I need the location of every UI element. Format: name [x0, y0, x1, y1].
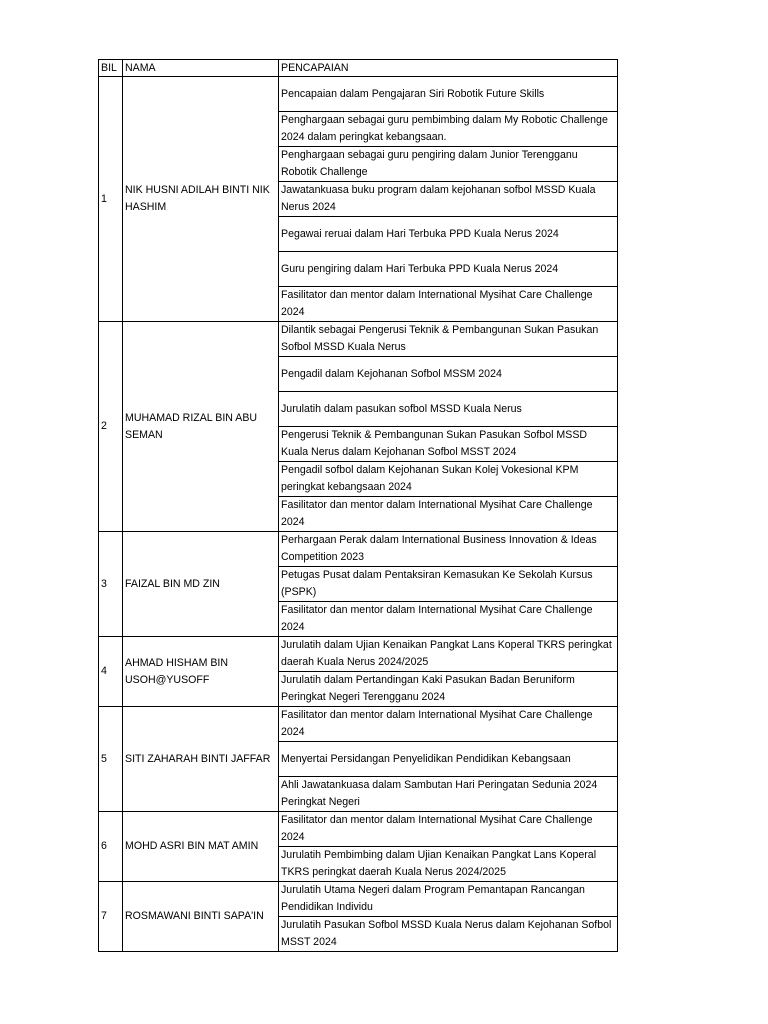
nama-cell: NIK HUSNI ADILAH BINTI NIK HASHIM [123, 77, 279, 322]
header-row [99, 60, 618, 77]
pencapaian-cell: Dilantik sebagai Pengerusi Teknik & Pembangunan Sukan Pasukan Sofbol MSSD Kuala Nerus [279, 322, 618, 357]
bil-cell: 3 [99, 532, 123, 637]
header-pencapaian: PENCAPAIAN [279, 60, 618, 77]
table-row [99, 882, 618, 917]
pencapaian-cell: Fasilitator dan mentor dalam International Mysihat Care Challenge 2024 [279, 812, 618, 847]
pencapaian-cell: Jurulatih Pasukan Sofbol MSSD Kuala Nerus dalam Kejohanan Sofbol MSST 2024 [279, 917, 618, 952]
nama-cell: FAIZAL BIN MD ZIN [123, 532, 279, 637]
achievement-table [98, 59, 618, 952]
pencapaian-cell: Jurulatih Pembimbing dalam Ujian Kenaikan Pangkat Lans Koperal TKRS peringkat daerah Kuala Nerus 2024/2025 [279, 847, 618, 882]
pencapaian-cell: Penghargaan sebagai guru pengiring dalam Junior Terengganu Robotik Challenge [279, 147, 618, 182]
table-row [99, 812, 618, 847]
bil-cell: 4 [99, 637, 123, 707]
table-row [99, 322, 618, 357]
pencapaian-cell: Pengadil dalam Kejohanan Sofbol MSSM 2024 [279, 357, 618, 392]
pencapaian-cell: Guru pengiring dalam Hari Terbuka PPD Kuala Nerus 2024 [279, 252, 618, 287]
bil-cell: 6 [99, 812, 123, 882]
header-nama: NAMA [123, 60, 279, 77]
nama-cell: MOHD ASRI BIN MAT AMIN [123, 812, 279, 882]
pencapaian-cell: Pengerusi Teknik & Pembangunan Sukan Pasukan Sofbol MSSD Kuala Nerus dalam Kejohanan Sofbol MSST 2024 [279, 427, 618, 462]
pencapaian-cell: Menyertai Persidangan Penyelidikan Pendidikan Kebangsaan [279, 742, 618, 777]
pencapaian-cell: Fasilitator dan mentor dalam International Mysihat Care Challenge 2024 [279, 287, 618, 322]
table-row [99, 532, 618, 567]
header-bil: BIL [99, 60, 123, 77]
pencapaian-cell: Jurulatih dalam Pertandingan Kaki Pasukan Badan Beruniform Peringkat Negeri Terengganu 2024 [279, 672, 618, 707]
pencapaian-cell: Fasilitator dan mentor dalam International Mysihat Care Challenge 2024 [279, 602, 618, 637]
nama-cell: ROSMAWANI BINTI SAPA'IN [123, 882, 279, 952]
bil-cell: 5 [99, 707, 123, 812]
pencapaian-cell: Fasilitator dan mentor dalam International Mysihat Care Challenge 2024 [279, 497, 618, 532]
pencapaian-cell: Pencapaian dalam Pengajaran Siri Robotik Future Skills [279, 77, 618, 112]
table-body [99, 77, 618, 952]
nama-cell: AHMAD HISHAM BIN USOH@YUSOFF [123, 637, 279, 707]
pencapaian-cell: Pegawai reruai dalam Hari Terbuka PPD Kuala Nerus 2024 [279, 217, 618, 252]
bil-cell: 1 [99, 77, 123, 322]
pencapaian-cell: Jawatankuasa buku program dalam kejohanan sofbol MSSD Kuala Nerus 2024 [279, 182, 618, 217]
pencapaian-cell: Ahli Jawatankuasa dalam Sambutan Hari Peringatan Sedunia 2024 Peringkat Negeri [279, 777, 618, 812]
pencapaian-cell: Penghargaan sebagai guru pembimbing dalam My Robotic Challenge 2024 dalam peringkat kebangsaan. [279, 112, 618, 147]
bil-cell: 2 [99, 322, 123, 532]
pencapaian-cell: Jurulatih dalam pasukan sofbol MSSD Kuala Nerus [279, 392, 618, 427]
pencapaian-cell: Petugas Pusat dalam Pentaksiran Kemasukan Ke Sekolah Kursus (PSPK) [279, 567, 618, 602]
pencapaian-cell: Jurulatih Utama Negeri dalam Program Pemantapan Rancangan Pendidikan Individu [279, 882, 618, 917]
table-row [99, 77, 618, 112]
pencapaian-cell: Pengadil sofbol dalam Kejohanan Sukan Kolej Vokesional KPM peringkat kebangsaan 2024 [279, 462, 618, 497]
pencapaian-cell: Perhargaan Perak dalam International Business Innovation & Ideas Competition 2023 [279, 532, 618, 567]
nama-cell: MUHAMAD RIZAL BIN ABU SEMAN [123, 322, 279, 532]
table-row [99, 707, 618, 742]
pencapaian-cell: Fasilitator dan mentor dalam International Mysihat Care Challenge 2024 [279, 707, 618, 742]
pencapaian-cell: Jurulatih dalam Ujian Kenaikan Pangkat Lans Koperal TKRS peringkat daerah Kuala Nerus 2024/2025 [279, 637, 618, 672]
bil-cell: 7 [99, 882, 123, 952]
table-row [99, 637, 618, 672]
table-header [99, 60, 618, 77]
nama-cell: SITI ZAHARAH BINTI JAFFAR [123, 707, 279, 812]
